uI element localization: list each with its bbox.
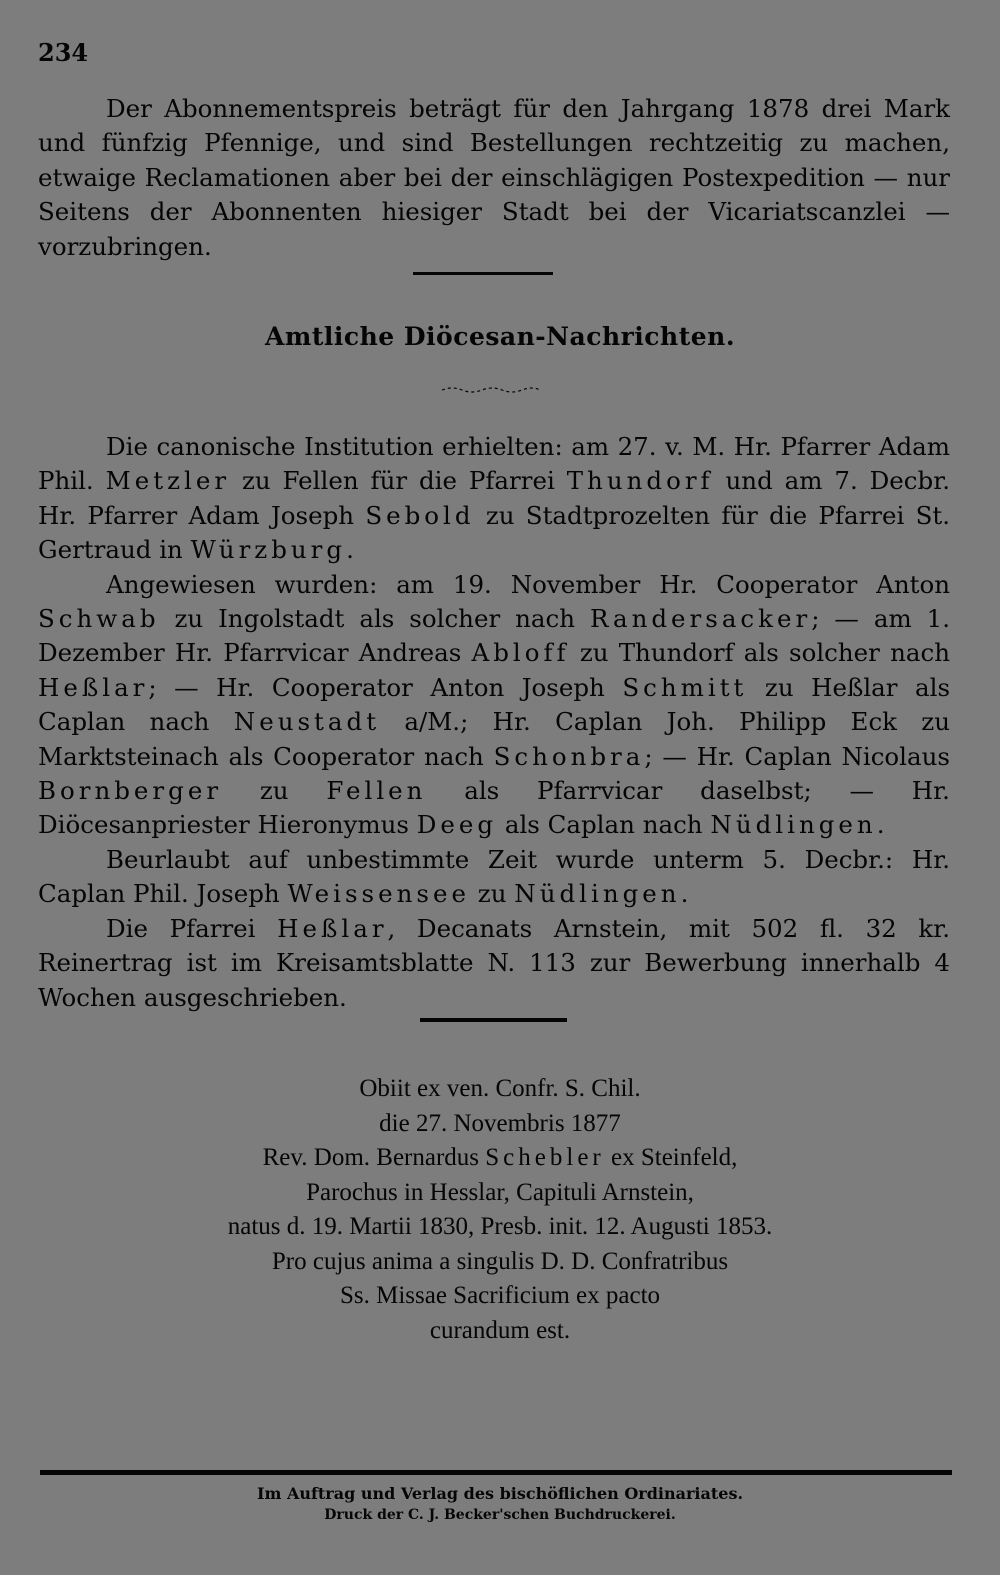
place-name: Schonbra [493,741,645,771]
obituary-line [0,1141,1000,1176]
footer-rule [40,1470,952,1475]
text-segment: ; — am 1. Dezember Hr. Pfarrvicar Andreas [38,604,951,668]
text-segment: . [346,535,354,565]
obituary-line: curandum est. [429,1316,571,1344]
text-segment: zu Heßlar als Caplan nach [38,672,951,737]
text-segment: Rev. Dom. Bernardus [262,1144,480,1171]
place-name: Heßlar [277,913,388,943]
person-name: Schebler [485,1144,605,1171]
text-segment: Beurlaubt auf unbestimmte Zeit wurde unterm 5. Decbr.: Hr. Caplan Phil. Joseph [38,844,950,909]
obituary-line: Pro cujus anima a singulis D. D. Confratribus [271,1247,729,1275]
person-name: Schwab [38,604,160,634]
text-segment: Angewiesen wurden: am 19. November Hr. Cooperator Anton [106,569,950,599]
text-segment: , Decanats Arnstein, mit 502 fl. 32 kr. Reinertrag ist im Kreisamtsblatte N. 113 zur Bewerbung innerhalb 4 Wochen ausgeschrieben. [38,913,951,1012]
text-segment: Die Pfarrei [106,913,256,943]
ornament-divider [440,384,542,394]
separator-rule [413,272,553,275]
text-segment: . [680,879,689,909]
person-name: Abloff [471,638,570,668]
subscription-notice [38,92,950,264]
notice-paragraph: Der Abonnementspreis beträgt für den Jahrgang 1878 drei Mark und fünfzig Pfennige, und sind Bestellungen rechtzeitig zu machen, etwaige Reclamationen aber bei der einschlägigen Postexpedition — nur Seitens der Abonnenten hiesiger Stadt bei der Vicariatscanzlei — vorzubringen. [38,94,950,261]
obituary-line: Obiit ex ven. Confr. S. Chil. [359,1075,641,1102]
person-name: Deeg [416,810,498,840]
person-name: Schmitt [622,672,748,702]
place-name: Nüdlingen [710,810,877,840]
separator-rule [420,1018,567,1022]
text-segment: ; — Hr. Cooperator Anton Joseph [148,672,605,702]
place-name: Nüdlingen [514,879,681,909]
text-segment: als Pfarrvicar daselbst; — Hr. Diöcesanpriester Hieronymus [38,776,950,840]
person-name: Bornberger [38,776,223,806]
assignments-paragraph [38,568,950,843]
person-name: Metzler [105,466,231,496]
obituary-line: Parochus in Hesslar, Capituli Arnstein, [306,1178,694,1206]
institution-paragraph [38,430,950,568]
section-heading: Amtliche Diöcesan-Nachrichten. [264,322,736,351]
text-segment: zu [477,879,507,909]
text-segment: und am 7. Decbr. Hr. Pfarrer Adam Joseph [38,466,951,530]
printer-line: Druck der C. J. Becker'schen Buchdruckerei. [324,1507,676,1523]
obituary-line: Ss. Missae Sacrificium ex pacto [339,1282,661,1309]
place-name: Neustadt [233,707,381,737]
text-segment: zu Stadtprozelten für die Pfarrei St. Gertraud in [38,500,950,565]
place-name: Würzburg [190,535,347,565]
person-name: Sebold [365,500,475,530]
page-number: 234 [38,38,89,67]
text-segment: zu Ingolstadt als solcher nach [174,604,576,634]
diocesan-news-body [38,430,950,1015]
text-segment: ; — Hr. Caplan Nicolaus [644,741,950,771]
obituary-line: natus d. 19. Martii 1830, Presb. init. 12. Augusti 1853. [227,1213,773,1240]
text-segment: . [876,810,885,840]
text-segment: Die canonische Institution erhielten: am 27. v. M. Hr. Pfarrer Adam Phil. [38,432,950,496]
place-name: Randersacker [589,604,812,634]
vacancy-paragraph [38,912,950,1015]
text-segment: als Caplan nach [504,810,703,840]
person-name: Weissensee [287,879,470,909]
text-segment: zu [259,776,289,806]
text-segment: zu Thundorf als solcher nach [579,638,950,668]
leave-paragraph [38,843,950,912]
place-name: Heßlar [38,672,149,702]
text-segment: ex Steinfeld, [611,1144,738,1171]
obituary-line: die 27. Novembris 1877 [379,1109,621,1137]
place-name: Thundorf [566,466,714,496]
text-segment: a/M.; Hr. Caplan Joh. Philipp Eck zu Marktsteinach als Cooperator nach [38,707,950,771]
text-segment: zu Fellen für die Pfarrei [241,466,555,496]
place-name: Fellen [326,776,427,806]
publisher-line: Im Auftrag und Verlag des bischöflichen Ordinariates. [256,1484,744,1503]
obituary-notice [0,1072,1000,1348]
